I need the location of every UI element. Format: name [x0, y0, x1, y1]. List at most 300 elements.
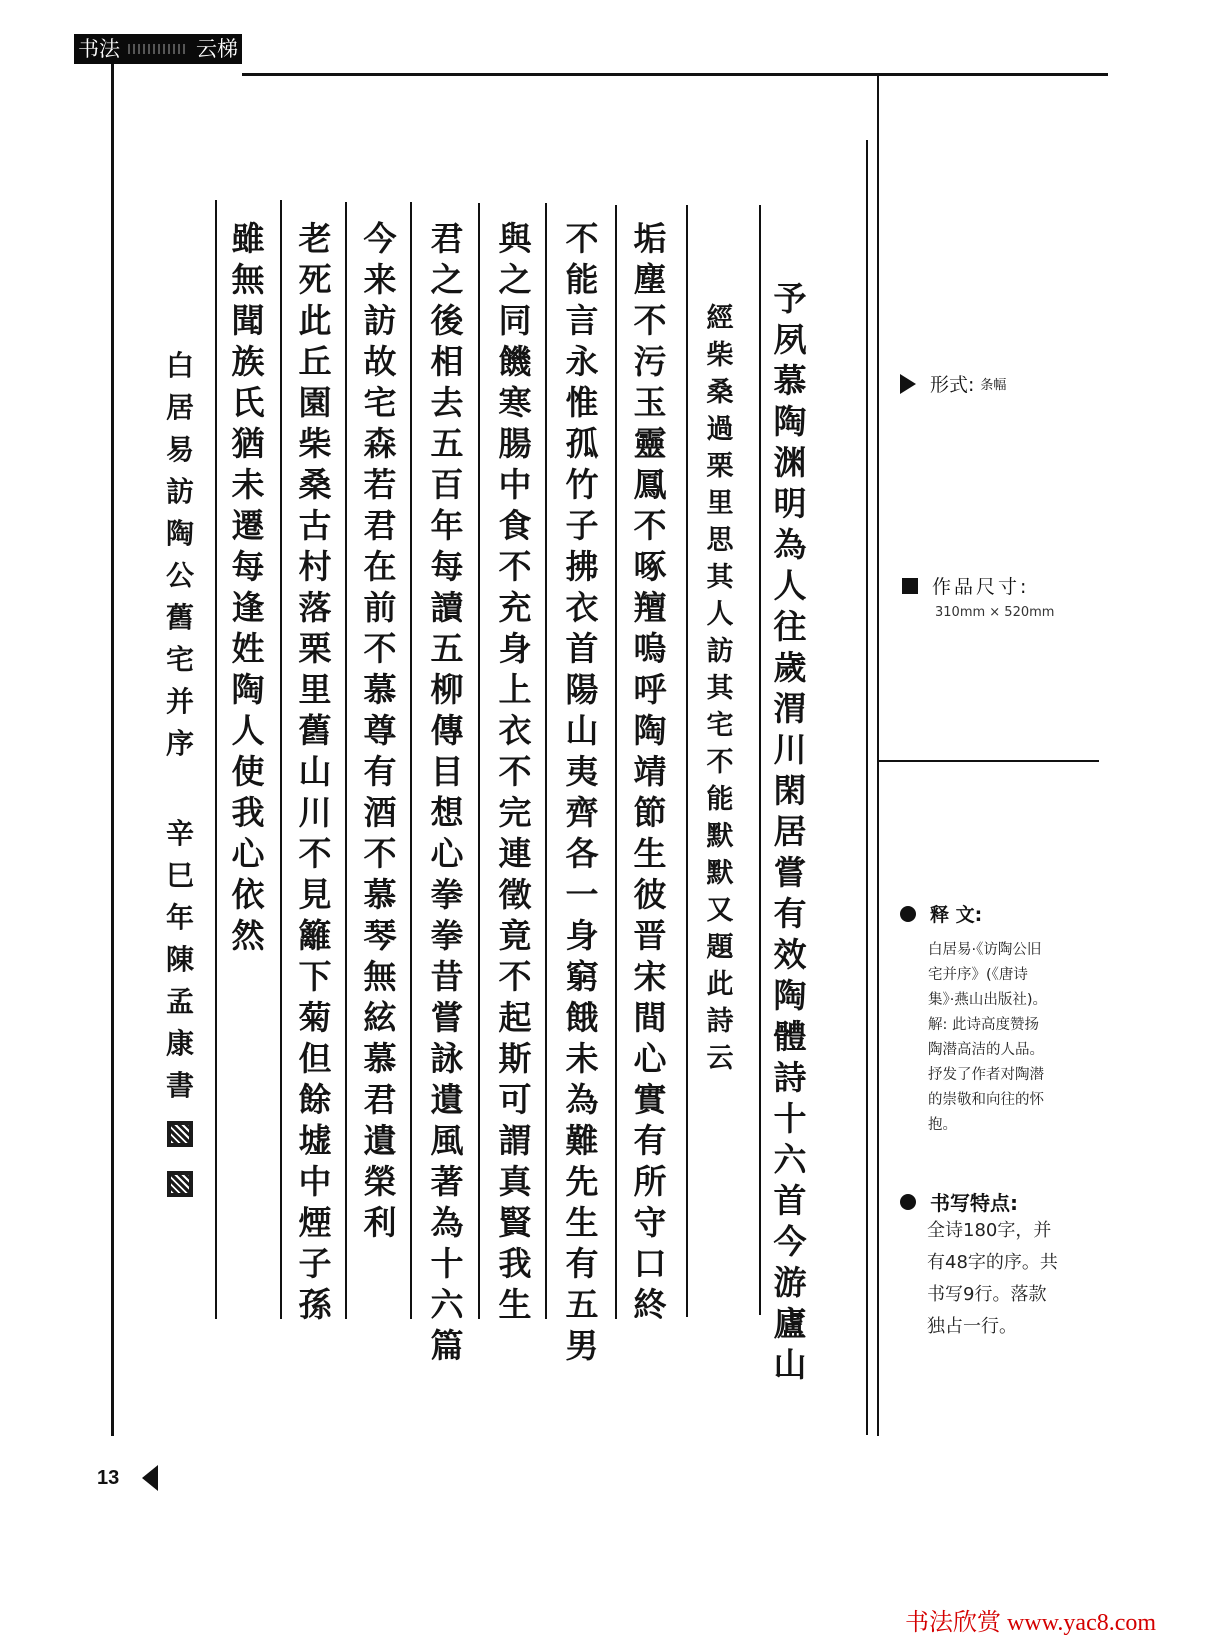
calligraphy-char: 不 — [565, 219, 599, 258]
calligraphy-char: 其 — [706, 562, 734, 593]
calligraphy-char: 齊 — [565, 793, 599, 832]
column-rule — [545, 203, 547, 1319]
calligraphy-char: 體 — [773, 1017, 807, 1056]
calligraphy-char: 又 — [706, 895, 734, 926]
calligraphy-char: 默 — [706, 858, 734, 889]
column-rule — [410, 202, 412, 1319]
calligraphy-char: 充 — [498, 588, 532, 627]
header-rule — [242, 73, 1108, 76]
calligraphy-char: 閑 — [773, 771, 807, 810]
calligraphy-char: 不 — [633, 301, 667, 340]
calligraphy-char: 嘗 — [430, 998, 464, 1037]
calligraphy-char: 效 — [773, 935, 807, 974]
calligraphy-char: 丘 — [298, 342, 332, 381]
calligraphy-char: 墟 — [298, 1121, 332, 1160]
calligraphy-char: 寒 — [498, 383, 532, 422]
calligraphy-char: 之 — [498, 260, 532, 299]
column-rule — [280, 200, 282, 1319]
header-right-label: 云梯 — [196, 37, 238, 61]
calligraphy-char: 完 — [498, 793, 532, 832]
calligraphy-char: 首 — [565, 629, 599, 668]
size-info — [902, 572, 1029, 599]
calligraphy-char: 六 — [773, 1140, 807, 1179]
form-label: 形式: — [930, 374, 975, 396]
calligraphy-column-4 — [556, 218, 608, 1366]
calligraphy-char: 想 — [430, 793, 464, 832]
calligraphy-char: 腸 — [498, 424, 532, 463]
calligraphy-char: 目 — [430, 752, 464, 791]
calligraphy-char: 為 — [773, 525, 807, 564]
calligraphy-char: 餘 — [298, 1080, 332, 1119]
calligraphy-char: 一 — [565, 875, 599, 914]
calligraphy-char: 来 — [363, 260, 397, 299]
calligraphy-char: 五 — [430, 629, 464, 668]
features-line: 全诗180字，并 — [927, 1220, 1052, 1241]
calligraphy-column-2 — [694, 300, 746, 1077]
calligraphy-char: 六 — [430, 1285, 464, 1324]
calligraphy-char: 栗 — [706, 451, 734, 482]
calligraphy-char: 饑 — [498, 342, 532, 381]
calligraphy-char: 聞 — [231, 301, 265, 340]
calligraphy-char: 之 — [430, 260, 464, 299]
calligraphy-char: 終 — [633, 1285, 667, 1324]
translation-line: 抱。 — [928, 1117, 957, 1133]
calligraphy-char: 云 — [706, 1043, 734, 1074]
calligraphy-char: 不 — [363, 629, 397, 668]
calligraphy-char: 依 — [231, 875, 265, 914]
calligraphy-char: 羶 — [633, 588, 667, 627]
signature-char: 易 — [165, 433, 194, 466]
calligraphy-char: 能 — [565, 260, 599, 299]
column-rule — [686, 205, 688, 1317]
back-arrow-icon[interactable] — [142, 1465, 158, 1491]
calligraphy-char: 百 — [430, 465, 464, 504]
calligraphy-char: 其 — [706, 673, 734, 704]
calligraphy-char: 桑 — [706, 377, 734, 408]
calligraphy-char: 森 — [363, 424, 397, 463]
calligraphy-char: 陽 — [565, 670, 599, 709]
calligraphy-char: 生 — [565, 1203, 599, 1242]
calligraphy-char: 人 — [231, 711, 265, 750]
calligraphy-char: 舊 — [298, 711, 332, 750]
site-watermark: 书法欣赏 www.yac8.com — [905, 1610, 1157, 1636]
calligraphy-char: 詩 — [706, 1006, 734, 1037]
calligraphy-char: 難 — [565, 1121, 599, 1160]
calligraphy-char: 明 — [773, 484, 807, 523]
content-right-rule — [866, 140, 868, 1435]
calligraphy-char: 斯 — [498, 1039, 532, 1078]
calligraphy-char: 生 — [633, 834, 667, 873]
calligraphy-char: 垢 — [633, 219, 667, 258]
section-header — [74, 34, 242, 64]
calligraphy-char: 徵 — [498, 875, 532, 914]
sidebar-divider — [877, 760, 1099, 762]
calligraphy-char: 見 — [298, 875, 332, 914]
translation-heading — [900, 900, 982, 927]
calligraphy-char: 間 — [633, 998, 667, 1037]
calligraphy-char: 前 — [363, 588, 397, 627]
calligraphy-char: 連 — [498, 834, 532, 873]
translation-line: 的崇敬和向往的怀 — [928, 1092, 1044, 1108]
calligraphy-char: 守 — [633, 1203, 667, 1242]
signature-column — [154, 345, 206, 1197]
header-left-label: 书法 — [78, 37, 120, 61]
circle-bullet-icon — [900, 1194, 916, 1210]
calligraphy-char: 惟 — [565, 383, 599, 422]
calligraphy-char: 山 — [298, 752, 332, 791]
calligraphy-char: 未 — [565, 1039, 599, 1078]
calligraphy-char: 陶 — [633, 711, 667, 750]
calligraphy-char: 傳 — [430, 711, 464, 750]
form-info — [900, 370, 1006, 397]
calligraphy-char: 氏 — [231, 383, 265, 422]
calligraphy-char: 歲 — [773, 648, 807, 687]
calligraphy-char: 絃 — [363, 998, 397, 1037]
calligraphy-char: 五 — [430, 424, 464, 463]
calligraphy-char: 身 — [565, 916, 599, 955]
calligraphy-char: 經 — [706, 303, 734, 334]
calligraphy-char: 猶 — [231, 424, 265, 463]
calligraphy-char: 五 — [565, 1285, 599, 1324]
calligraphy-char: 菊 — [298, 998, 332, 1037]
calligraphy-char: 口 — [633, 1244, 667, 1283]
calligraphy-char: 川 — [298, 793, 332, 832]
calligraphy-char: 居 — [773, 812, 807, 851]
features-text — [927, 1215, 1097, 1343]
calligraphy-char: 柴 — [706, 340, 734, 371]
calligraphy-char: 尊 — [363, 711, 397, 750]
calligraphy-char: 思 — [706, 525, 734, 556]
calligraphy-char: 男 — [565, 1326, 599, 1365]
calligraphy-char: 遷 — [231, 506, 265, 545]
calligraphy-char: 每 — [430, 547, 464, 586]
calligraphy-char: 餓 — [565, 998, 599, 1037]
translation-line: 陶潜高洁的人品。 — [928, 1042, 1044, 1058]
calligraphy-char: 所 — [633, 1162, 667, 1201]
signature-char: 訪 — [165, 475, 194, 508]
calligraphy-char: 今 — [363, 219, 397, 258]
signature-char: 并 — [165, 685, 194, 718]
size-label: 作品尺寸: — [932, 576, 1030, 598]
calligraphy-char: 孤 — [565, 424, 599, 463]
calligraphy-char: 無 — [231, 260, 265, 299]
calligraphy-char: 謂 — [498, 1121, 532, 1160]
calligraphy-char: 我 — [231, 793, 265, 832]
calligraphy-char: 後 — [430, 301, 464, 340]
calligraphy-char: 昔 — [430, 957, 464, 996]
calligraphy-char: 山 — [773, 1345, 807, 1384]
calligraphy-char: 默 — [706, 821, 734, 852]
left-frame-rule — [111, 64, 114, 1436]
calligraphy-char: 未 — [231, 465, 265, 504]
calligraphy-char: 竹 — [565, 465, 599, 504]
calligraphy-char: 下 — [298, 957, 332, 996]
calligraphy-char: 酒 — [363, 793, 397, 832]
calligraphy-char: 題 — [706, 932, 734, 963]
sidebar-left-rule — [877, 76, 879, 1436]
size-value: 310mm × 520mm — [935, 605, 1055, 620]
calligraphy-char: 十 — [430, 1244, 464, 1283]
calligraphy-char: 塵 — [633, 260, 667, 299]
signature-char: 公 — [165, 559, 194, 592]
calligraphy-column-6 — [421, 218, 473, 1366]
calligraphy-char: 不 — [498, 957, 532, 996]
calligraphy-char: 宋 — [633, 957, 667, 996]
calligraphy-char: 柴 — [298, 424, 332, 463]
signature-char: 書 — [165, 1069, 194, 1102]
translation-label: 释 文: — [930, 904, 983, 926]
calligraphy-char: 心 — [231, 834, 265, 873]
calligraphy-char: 遺 — [363, 1121, 397, 1160]
signature-char: 序 — [165, 727, 194, 760]
signature-char: 居 — [165, 391, 194, 424]
calligraphy-char: 桑 — [298, 465, 332, 504]
calligraphy-char: 污 — [633, 342, 667, 381]
calligraphy-char: 過 — [706, 414, 734, 445]
calligraphy-char: 此 — [706, 969, 734, 1000]
calligraphy-char: 讀 — [430, 588, 464, 627]
calligraphy-char: 拳 — [430, 875, 464, 914]
calligraphy-char: 竟 — [498, 916, 532, 955]
calligraphy-char: 為 — [430, 1203, 464, 1242]
calligraphy-char: 陶 — [773, 976, 807, 1015]
calligraphy-char: 廬 — [773, 1304, 807, 1343]
calligraphy-char: 宅 — [363, 383, 397, 422]
calligraphy-char: 身 — [498, 629, 532, 668]
translation-line: 集》·燕山出版社)。 — [928, 992, 1048, 1008]
calligraphy-char: 心 — [430, 834, 464, 873]
calligraphy-char: 利 — [363, 1203, 397, 1242]
calligraphy-char: 古 — [298, 506, 332, 545]
translation-line: 解: 此诗高度赞扬 — [928, 1017, 1039, 1033]
calligraphy-char: 各 — [565, 834, 599, 873]
calligraphy-char: 嗚 — [633, 629, 667, 668]
signature-char: 辛 — [165, 817, 194, 850]
calligraphy-char: 子 — [298, 1244, 332, 1283]
calligraphy-char: 啄 — [633, 547, 667, 586]
triangle-bullet-icon — [900, 374, 916, 394]
calligraphy-column-1 — [764, 278, 816, 1385]
square-bullet-icon — [902, 578, 918, 594]
calligraphy-char: 詠 — [430, 1039, 464, 1078]
calligraphy-char: 生 — [498, 1285, 532, 1324]
calligraphy-char: 若 — [363, 465, 397, 504]
calligraphy-char: 榮 — [363, 1162, 397, 1201]
calligraphy-char: 陶 — [773, 402, 807, 441]
calligraphy-char: 實 — [633, 1080, 667, 1119]
signature-char: 陶 — [165, 517, 194, 550]
calligraphy-char: 去 — [430, 383, 464, 422]
calligraphy-char: 靈 — [633, 424, 667, 463]
calligraphy-char: 陶 — [231, 670, 265, 709]
calligraphy-char: 風 — [430, 1121, 464, 1160]
calligraphy-char: 故 — [363, 342, 397, 381]
calligraphy-char: 不 — [498, 752, 532, 791]
features-line: 独占一行。 — [927, 1316, 1017, 1337]
calligraphy-char: 有 — [565, 1244, 599, 1283]
calligraphy-char: 姓 — [231, 629, 265, 668]
calligraphy-char: 山 — [565, 711, 599, 750]
column-rule — [615, 205, 617, 1319]
signature-char: 康 — [165, 1027, 194, 1060]
calligraphy-char: 不 — [298, 834, 332, 873]
calligraphy-char: 君 — [430, 219, 464, 258]
calligraphy-char: 食 — [498, 506, 532, 545]
signature-char: 陳 — [165, 943, 194, 976]
column-rule — [215, 200, 217, 1319]
calligraphy-char: 我 — [498, 1244, 532, 1283]
calligraphy-char: 上 — [498, 670, 532, 709]
calligraphy-char: 首 — [773, 1181, 807, 1220]
calligraphy-char: 今 — [773, 1222, 807, 1261]
calligraphy-char: 著 — [430, 1162, 464, 1201]
calligraphy-char: 晋 — [633, 916, 667, 955]
calligraphy-char: 人 — [773, 566, 807, 605]
features-heading — [900, 1187, 1018, 1216]
signature-char: 舊 — [165, 601, 194, 634]
calligraphy-char: 每 — [231, 547, 265, 586]
calligraphy-char: 玉 — [633, 383, 667, 422]
calligraphy-column-3 — [624, 218, 676, 1325]
calligraphy-char: 篇 — [430, 1326, 464, 1365]
signature-char: 白 — [165, 349, 194, 382]
calligraphy-char: 中 — [298, 1162, 332, 1201]
column-rule — [478, 203, 480, 1319]
signature-char: 宅 — [165, 643, 194, 676]
calligraphy-char: 老 — [298, 219, 332, 258]
calligraphy-char: 賢 — [498, 1203, 532, 1242]
calligraphy-char: 起 — [498, 998, 532, 1037]
calligraphy-char: 訪 — [706, 636, 734, 667]
circle-bullet-icon — [900, 906, 916, 922]
calligraphy-char: 川 — [773, 730, 807, 769]
calligraphy-char: 夷 — [565, 752, 599, 791]
calligraphy-char: 同 — [498, 301, 532, 340]
calligraphy-char: 使 — [231, 752, 265, 791]
calligraphy-char: 君 — [363, 1080, 397, 1119]
calligraphy-char: 拂 — [565, 547, 599, 586]
features-line: 有48字的序。共 — [927, 1252, 1058, 1273]
signature-title — [166, 345, 194, 765]
calligraphy-char: 往 — [773, 607, 807, 646]
signature-char: 巳 — [165, 859, 194, 892]
calligraphy-char: 可 — [498, 1080, 532, 1119]
features-label: 书写特点: — [930, 1191, 1018, 1215]
signature-author — [166, 813, 194, 1107]
calligraphy-char: 雖 — [231, 219, 265, 258]
calligraphy-char: 遺 — [430, 1080, 464, 1119]
page-number: 13 — [97, 1467, 120, 1489]
calligraphy-char: 里 — [298, 670, 332, 709]
calligraphy-char: 拳 — [430, 916, 464, 955]
translation-line: 宅并序》(《唐诗 — [928, 967, 1028, 983]
calligraphy-char: 里 — [706, 488, 734, 519]
calligraphy-char: 游 — [773, 1263, 807, 1302]
calligraphy-column-5 — [489, 218, 541, 1325]
calligraphy-column-7 — [354, 218, 406, 1243]
translation-text — [928, 938, 1088, 1138]
calligraphy-char: 子 — [565, 506, 599, 545]
calligraphy-char: 園 — [298, 383, 332, 422]
calligraphy-char: 有 — [773, 894, 807, 933]
calligraphy-char: 不 — [498, 547, 532, 586]
calligraphy-char: 有 — [363, 752, 397, 791]
calligraphy-char: 琴 — [363, 916, 397, 955]
calligraphy-char: 村 — [298, 547, 332, 586]
calligraphy-char: 能 — [706, 784, 734, 815]
calligraphy-char: 無 — [363, 957, 397, 996]
calligraphy-char: 此 — [298, 301, 332, 340]
seal-stamp-1 — [167, 1121, 193, 1147]
calligraphy-char: 彼 — [633, 875, 667, 914]
calligraphy-char: 中 — [498, 465, 532, 504]
calligraphy-char: 心 — [633, 1039, 667, 1078]
calligraphy-char: 落 — [298, 588, 332, 627]
calligraphy-char: 夙 — [773, 320, 807, 359]
translation-line: 白居易·《访陶公旧 — [928, 942, 1042, 958]
calligraphy-char: 慕 — [363, 875, 397, 914]
calligraphy-char: 靖 — [633, 752, 667, 791]
form-value: 条幅 — [980, 378, 1007, 393]
calligraphy-char: 慕 — [363, 1039, 397, 1078]
calligraphy-char: 慕 — [773, 361, 807, 400]
calligraphy-char: 君 — [363, 506, 397, 545]
calligraphy-char: 言 — [565, 301, 599, 340]
calligraphy-column-9 — [222, 218, 274, 956]
translation-line: 抒发了作者对陶潜 — [928, 1067, 1044, 1083]
calligraphy-char: 煙 — [298, 1203, 332, 1242]
calligraphy-char: 渊 — [773, 443, 807, 482]
calligraphy-column-8 — [289, 218, 341, 1325]
calligraphy-char: 呼 — [633, 670, 667, 709]
calligraphy-char: 鳳 — [633, 465, 667, 504]
calligraphy-char: 十 — [773, 1099, 807, 1138]
calligraphy-char: 渭 — [773, 689, 807, 728]
calligraphy-char: 人 — [706, 599, 734, 630]
calligraphy-char: 與 — [498, 219, 532, 258]
calligraphy-char: 詩 — [773, 1058, 807, 1097]
calligraphy-char: 族 — [231, 342, 265, 381]
calligraphy-char: 宅 — [706, 710, 734, 741]
signature-char: 年 — [165, 901, 194, 934]
calligraphy-char: 不 — [633, 506, 667, 545]
calligraphy-char: 予 — [773, 279, 807, 318]
calligraphy-char: 年 — [430, 506, 464, 545]
calligraphy-char: 有 — [633, 1121, 667, 1160]
seal-stamp-2 — [167, 1171, 193, 1197]
calligraphy-char: 先 — [565, 1162, 599, 1201]
calligraphy-char: 為 — [565, 1080, 599, 1119]
calligraphy-char: 在 — [363, 547, 397, 586]
calligraphy-char: 窮 — [565, 957, 599, 996]
calligraphy-char: 節 — [633, 793, 667, 832]
column-rule — [345, 202, 347, 1319]
calligraphy-char: 不 — [706, 747, 734, 778]
signature-char: 孟 — [165, 985, 194, 1018]
calligraphy-char: 慕 — [363, 670, 397, 709]
calligraphy-char: 衣 — [498, 711, 532, 750]
header-decoration — [128, 44, 188, 54]
calligraphy-char: 孫 — [298, 1285, 332, 1324]
calligraphy-char: 永 — [565, 342, 599, 381]
calligraphy-char: 柳 — [430, 670, 464, 709]
calligraphy-char: 相 — [430, 342, 464, 381]
features-line: 书写9行。落款 — [927, 1284, 1047, 1305]
calligraphy-char: 但 — [298, 1039, 332, 1078]
calligraphy-char: 然 — [231, 916, 265, 955]
calligraphy-char: 逢 — [231, 588, 265, 627]
calligraphy-char: 嘗 — [773, 853, 807, 892]
